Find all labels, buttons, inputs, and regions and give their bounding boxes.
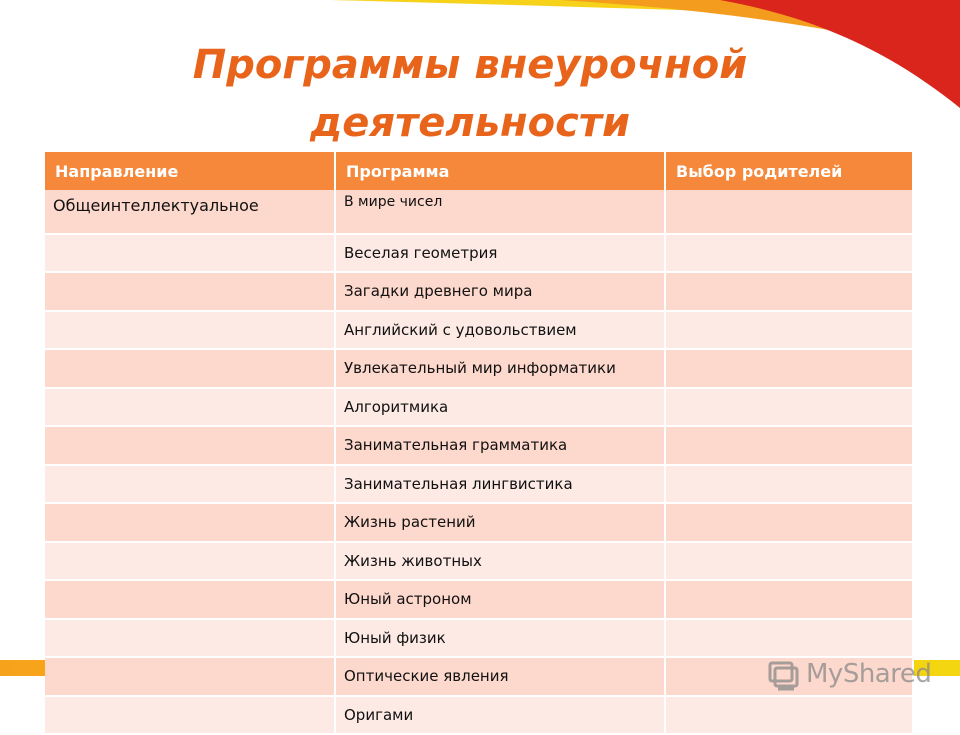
- direction-cell: [45, 580, 335, 619]
- parent-choice-cell: [665, 619, 913, 658]
- table-row: [45, 349, 913, 388]
- table-body: [45, 190, 913, 734]
- parent-choice-cell: [665, 426, 913, 465]
- program-cell: Загадки древнего мира: [335, 272, 665, 311]
- mysharing-logo-icon: [766, 657, 800, 691]
- table-row: [45, 388, 913, 427]
- direction-cell: [45, 311, 335, 350]
- program-cell: Занимательная грамматика: [335, 426, 665, 465]
- parent-choice-cell: [665, 272, 913, 311]
- parent-choice-cell: [665, 542, 913, 581]
- program-cell: Юный физик: [335, 619, 665, 658]
- direction-cell: [45, 272, 335, 311]
- direction-cell: [45, 426, 335, 465]
- direction-cell: [45, 349, 335, 388]
- parent-choice-cell: [665, 696, 913, 735]
- table-row: [45, 426, 913, 465]
- parent-choice-cell: [665, 503, 913, 542]
- direction-cell: [45, 234, 335, 273]
- parent-choice-cell: [665, 388, 913, 427]
- programs-table-container: [45, 152, 913, 735]
- header-parent-choice: Выбор родителей: [665, 152, 913, 190]
- parent-choice-cell: [665, 465, 913, 504]
- programs-table: [45, 152, 914, 735]
- direction-cell: [45, 388, 335, 427]
- page-title: Программы внеурочной деятельности: [192, 42, 748, 146]
- table-row: [45, 696, 913, 735]
- table-row: [45, 311, 913, 350]
- watermark-text: MyShared: [806, 659, 932, 689]
- table-row: [45, 619, 913, 658]
- program-cell: Английский с удовольствием: [335, 311, 665, 350]
- program-cell: Занимательная лингвистика: [335, 465, 665, 504]
- program-cell: Увлекательный мир информатики: [335, 349, 665, 388]
- table-row: [45, 580, 913, 619]
- program-cell: Оптические явления: [335, 657, 665, 696]
- table-row: [45, 503, 913, 542]
- table-row: [45, 234, 913, 273]
- direction-cell: [45, 657, 335, 696]
- parent-choice-cell: [665, 190, 913, 234]
- direction-cell: [45, 465, 335, 504]
- parent-choice-cell: [665, 311, 913, 350]
- program-cell: Оригами: [335, 696, 665, 735]
- table-header-row: [45, 152, 913, 190]
- program-cell: Веселая геометрия: [335, 234, 665, 273]
- program-cell: Юный астроном: [335, 580, 665, 619]
- program-cell: Алгоритмика: [335, 388, 665, 427]
- parent-choice-cell: [665, 349, 913, 388]
- header-direction: Направление: [45, 152, 335, 190]
- direction-cell: [45, 696, 335, 735]
- table-row: [45, 542, 913, 581]
- header-program: Программа: [335, 152, 665, 190]
- direction-cell: [45, 503, 335, 542]
- table-row: [45, 272, 913, 311]
- direction-cell: Общеинтеллектуальное: [45, 190, 335, 234]
- direction-cell: [45, 619, 335, 658]
- parent-choice-cell: [665, 234, 913, 273]
- watermark: [766, 654, 931, 694]
- table-row: [45, 465, 913, 504]
- program-cell: В мире чисел: [335, 190, 665, 234]
- direction-cell: [45, 542, 335, 581]
- program-cell: Жизнь растений: [335, 503, 665, 542]
- program-cell: Жизнь животных: [335, 542, 665, 581]
- parent-choice-cell: [665, 580, 913, 619]
- table-row: [45, 190, 913, 234]
